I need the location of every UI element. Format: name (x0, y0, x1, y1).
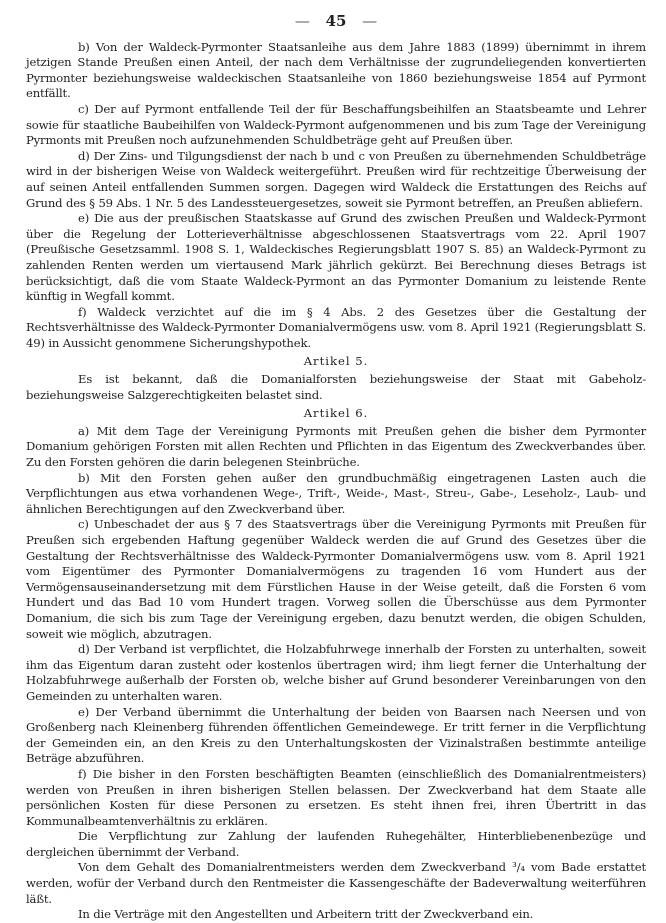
paragraph-art4-b: b) Von der Waldeck-Pyrmonter Staatsanleihe aus dem Jahre 1883 (1899) übernimmt in ihrem jetzigen Stande Preußen einen Anteil, der nach dem Verhältnisse der zugrundeliegenden konvertierten Pyrmonter beziehungsweise waldeckischen Staatsanleihe von 1860 beziehungsweise 1854 auf Pyrmont entfällt. (26, 39, 646, 101)
page-number-dash-left: — (294, 12, 310, 30)
paragraph-art4-f: f) Waldeck verzichtet auf die im § 4 Abs. 2 des Gesetzes über die Gestaltung der Rechtsverhältnisse des Waldeck-Pyrmonter Domanialvermögens usw. vom 8. April 1921 (Regierungsblatt S. 49) in Aussicht genommene Sicherungshypothek. (26, 304, 646, 350)
paragraph-pension-obligation: Die Verpflichtung zur Zahlung der laufenden Ruhegehälter, Hinterbliebenenbezüge und dergleichen übernimmt der Verband. (26, 829, 646, 859)
page-number-header (26, 14, 646, 30)
page-number-dash-right: — (362, 12, 378, 30)
document-page (26, 14, 646, 923)
heading-artikel-5: Artikel 5. (303, 354, 369, 369)
paragraph-art6-d: d) Der Verband ist verpflichtet, die Holzabfuhrwege innerhalb der Forsten zu unterhalten, soweit ihm das Eigentum daran zusteht oder kostenlos übertragen wird; ihm liegt ferner die Unterhaltung der Holzabfuhrwege außerhalb der Forsten ob, welche bisher auf Grund besonderer Vereinbarungen von den Gemeinden zu unterhalten waren. (26, 642, 646, 703)
paragraph-art6-a: a) Mit dem Tage der Vereinigung Pyrmonts mit Preußen gehen die bisher dem Pyrmonter Domanium gehörigen Forsten mit allen Rechten und Pflichten in das Eigentum des Zweckverbandes über. Zu den Forsten gehören die darin belegenen Steinbrüche. (26, 423, 646, 470)
paragraph-contracts: In die Verträge mit den Angestellten und Arbeitern tritt der Zweckverband ein. (78, 907, 534, 922)
paragraph-art6-e: e) Der Verband übernimmt die Unterhaltung der beiden von Baarsen nach Neersen und von Großenberg nach Kleinenberg führenden öffentlichen Gemeindewege. Er tritt ferner in die Verpflichtung der Gemeinden ein, an den Kreis zu den Unterhaltungskosten der Vizinalstraßen bestimmte anteilige Beträge abzuführen. (26, 704, 646, 766)
paragraph-art6-c: c) Unbeschadet der aus § 7 des Staatsvertrags über die Vereinigung Pyrmonts mit Preußen für Preußen sich ergebenden Haftung gegenüber Waldeck werden die auf Grund des Gesetzes über die Gestaltung der Rechtsverhältnisse des Waldeck-Pyrmonter Domanialvermögens usw. vom 8. April 1921 vom Eigentümer des Pyrmonter Domanialvermögens zu tragenden 16 vom Hundert aus der Vermögensauseinandersetzung mit dem Fürstlichen Hause in der Weise geteilt, daß die Forsten 6 vom Hundert und das Bad 10 vom Hundert tragen. Vorweg sollen die Überschüsse aus dem Pyrmonter Domanium, die sich bis zum Tage der Vereinigung ergeben, dazu benutzt werden, die obigen Schulden, soweit wie möglich, abzutragen. (26, 517, 646, 641)
paragraph-art5: Es ist bekannt, daß die Domanialforsten beziehungsweise der Staat mit Gabeholz- beziehungsweise Salzgerechtigkeiten belastet sind. (26, 372, 646, 402)
page-number: 45 (325, 12, 347, 30)
paragraph-art6-b: b) Mit den Forsten gehen außer den grundbuchmäßig eingetragenen Lasten auch die Verpflichtungen aus etwa vorhandenen Wege-, Trift-, Weide-, Mast-, Streu-, Gabe-, Leseholz-, Laub- und ähnlichen Berechtigungen auf den Zweckverband über. (26, 470, 646, 516)
heading-artikel-6: Artikel 6. (303, 406, 369, 421)
paragraph-art6-f: f) Die bisher in den Forsten beschäftigten Beamten (einschließlich des Domanialrentmeisters) werden von Preußen in ihren bisherigen Stellen belassen. Der Zweckverband hat dem Staate alle persönlichen Kosten für diese Personen zu ersetzen. Es steht ihnen frei, ihren Übertritt in das Kommunalbeamtenverhältnis zu erklären. (26, 766, 646, 828)
paragraph-art4-c: c) Der auf Pyrmont entfallende Teil der für Beschaffungsbeihilfen an Staatsbeamte und Lehrer sowie für staatliche Baubeihilfen von Waldeck-Pyrmont aufgenommenen und bis zum Tage der Vereinigung Pyrmonts mit Preußen noch aufzunehmenden Schuldbeträge geht auf Preußen über. (26, 101, 646, 148)
paragraph-art4-e: e) Die aus der preußischen Staatskasse auf Grund des zwischen Preußen und Waldeck-Pyrmont über die Regelung der Lotterieverhältnisse abgeschlossenen Staatsvertrags vom 22. April 1907 (Preußische Gesetzsamml. 1908 S. 1, Waldeckisches Regierungsblatt 1907 S. 85) an Waldeck-Pyrmont zu zahlenden Renten werden um viertausend Mark jährlich gekürzt. Bei Berechnung dieses Betrags ist berücksichtigt, daß die vom Staate Waldeck-Pyrmont an das Pyrmonter Domanium zu leistende Rente künftig in Wegfall kommt. (26, 211, 646, 304)
paragraph-rentmeister-salary: Von dem Gehalt des Domanialrentmeisters werden dem Zweckverband ³/₄ vom Bade erstattet werden, wofür der Verband durch den Rentmeister die Kassengeschäfte der Badeverwaltung weiterführen läßt. (26, 860, 646, 906)
paragraph-art4-d: d) Der Zins- und Tilgungsdienst der nach b und c von Preußen zu übernehmenden Schuldbeträge wird in der bisherigen Weise von Waldeck weitergeführt. Preußen wird für rechtzeitige Überweisung der auf seinen Anteil entfallenden Summen sorgen. Dagegen wird Waldeck die Erstattungen des Reichs auf Grund des § 59 Abs. 1 Nr. 5 des Landessteuergesetzes, soweit sie Pyrmont betreffen, an Preußen abliefern. (26, 148, 646, 210)
